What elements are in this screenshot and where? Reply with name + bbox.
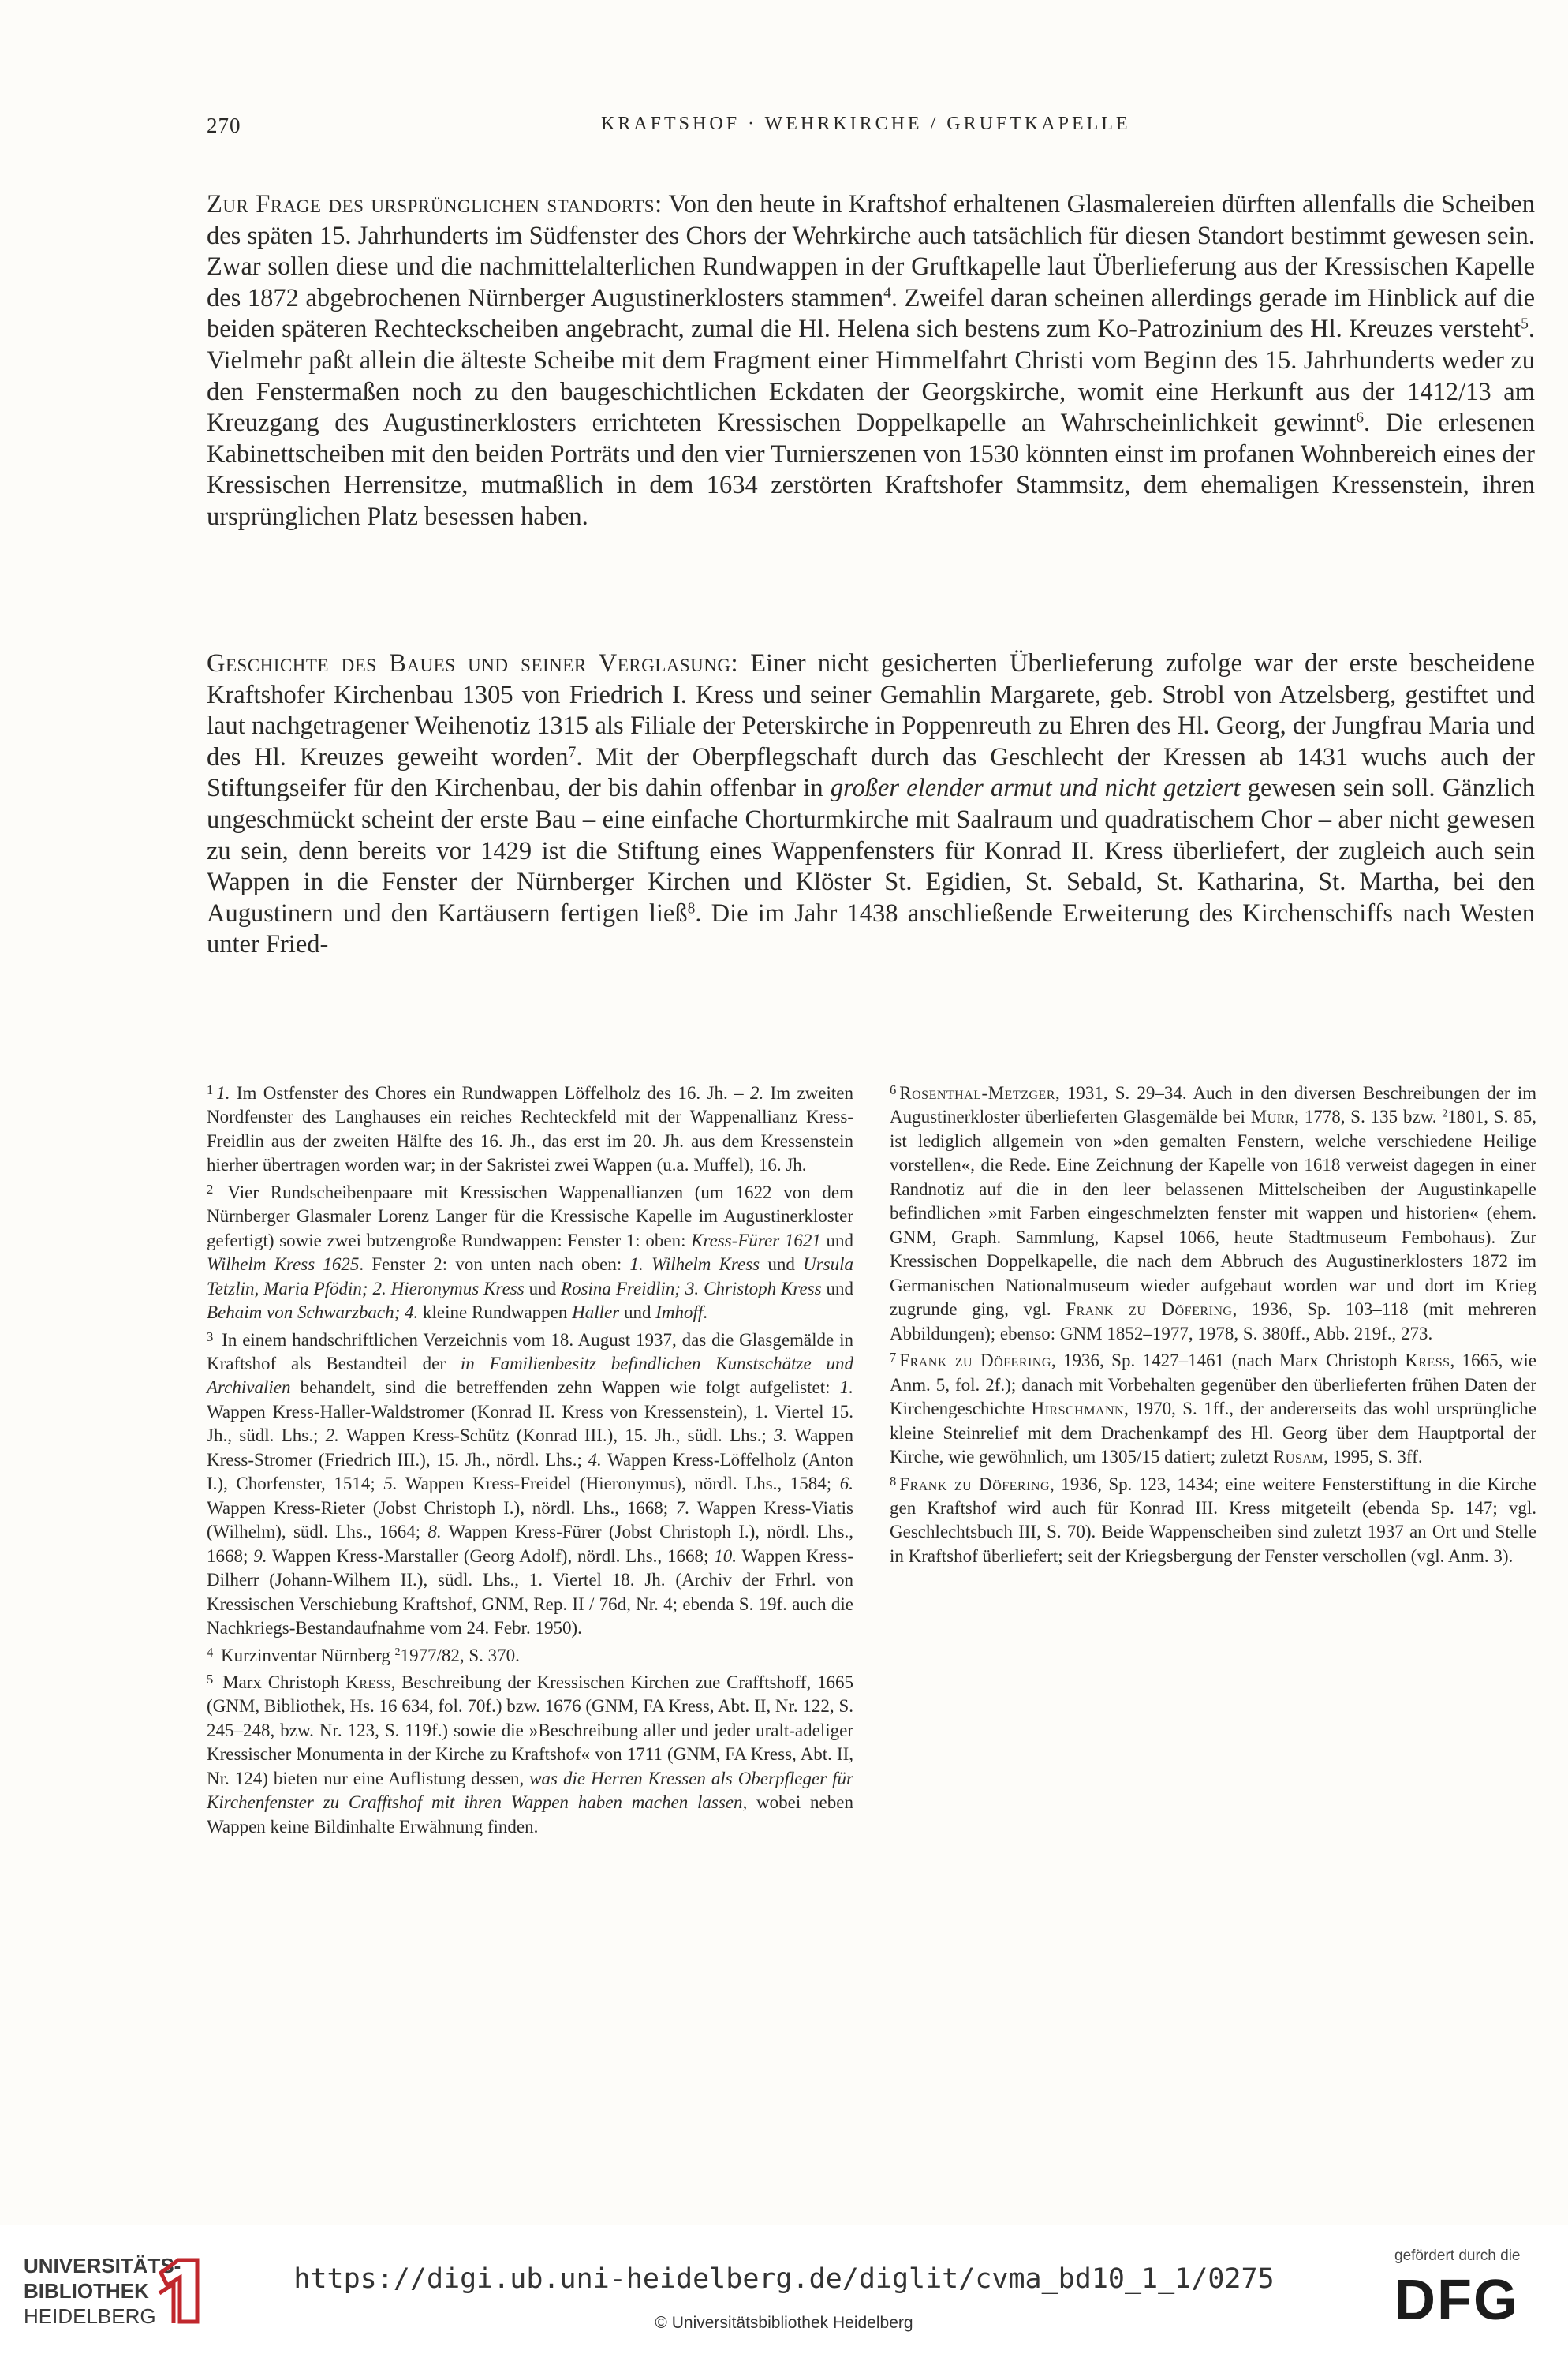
funded-by-label: gefördert durch die bbox=[1394, 2248, 1521, 2264]
body-paragraph-history: Geschichte des Baues und seiner Verglasung: Einer nicht gesicherten Überlieferung zufolge war der erste bescheidene Kraftshofer Kirchenbau 1305 von Friedrich I. Kress und seiner Gemahlin Margarete, geb. Strobl von Atzelsberg, gestiftet und laut nachgetragener Weihenotiz 1315 als Filiale der Peterskirche in Poppenreuth zu Ehren des Hl. Georg, der Jungfrau Maria und des Hl. Kreuzes geweiht worden$^7$. Mit der Oberpflegschaft durch das Geschlecht der Kressen ab 1431 wuchs auch der Stiftungseifer für den Kirchenbau, der bis dahin offenbar in großer elender armut und nicht getziert gewesen sein soll. Gänzlich ungeschmückt scheint der erste Bau – eine einfache Chorturmkirche mit Saalraum und quadratischem Chor – aber nicht gewesen zu sein, denn bereits vor 1429 ist die Stiftung eines Wappenfensters für Konrad II. Kress überliefert, der zugleich auch sein Wappen in die Fenster der Nürnberger Kirchen und Klöster St. Egidien, St. Sebald, St. Katharina, St. Martha, bei den Augustinern und den Kartäusern fertigen ließ$^8$. Die im Jahr 1438 anschließende Erweiterung des Kirchenschiffs nach Westen unter Fried- bbox=[207, 649, 1536, 959]
footnote-ref-5[interactable]: 5 bbox=[1521, 316, 1529, 333]
footnote-6: $^6$ Rosenthal-Metzger, 1931, S. 29–34. Auch in den diversen Beschreibungen der im Augustinerkloster überlieferten Glasgemälde bei Murr, 1778, S. 135 bzw. $^2$1801, S. 85, ist lediglich allgemein von »den gemalten Fenstern, welche verschiedene Heilige vorstellen«, die Rede. Eine Zeichnung der Kapelle von 1618 verweist dagegen in einer Randnotiz auf die in den leer belassenen Mittelscheiben der Augustinkapelle befindlichen »mit Farben eingeschmelzten fenster mit wappen und historien« (ehem. GNM, Graph. Sammlung, Kapsel 1066, heute Stadtmuseum Fembohaus). Zur Kressischen Doppelkapelle, die nach dem Abbruch des Augustinerklosters 1872 im Germanischen Nationalmuseum wieder aufgebaut worden war und dort im Krieg zugrunde ging, vgl. Frank zu Döfering, 1936, Sp. 103–118 (mit mehreren Abbildungen); ebenso: GNM 1852–1977, 1978, S. 380ff., Abb. 219f., 273. bbox=[890, 1082, 1537, 1343]
section-heading-history: Geschichte des Baues und seiner Verglasung: bbox=[207, 649, 739, 678]
footnote-1: $^1$ 1. Im Ostfenster des Chores ein Rundwappen Löffelholz des 16. Jh. – 2. Im zweiten Nordfenster des Langhauses ein reiches Rechteckfeld mit der Wappenallianz Kress-Freidlin aus der zweiten Hälfte des 16. Jh., das erst im 20. Jh. aus dem Kressenstein hierher übertragen worden war; in der Sakristei zwei Wappen (u.a. Muffel), 16. Jh. bbox=[207, 1082, 853, 1175]
dfg-logo[interactable]: DFG bbox=[1394, 2269, 1519, 2332]
footnotes-left-column bbox=[207, 1078, 853, 1839]
viewer-footer bbox=[0, 2225, 1568, 2354]
footnote-4: $^4$ Kurzinventar Nürnberg $^2$1977/82, S. 370. bbox=[207, 1644, 520, 1665]
footnote-5: $^5$ Marx Christoph Kress, Beschreibung der Kressischen Kirchen zue Crafftshoff, 1665 (GNM, Bibliothek, Hs. 16 634, fol. 70f.) bzw. 1676 (GNM, FA Kress, Abt. II, Nr. 122, S. 245–248, bzw. Nr. 123, S. 119f.) sowie die »Beschreibung aller und jeder uralt-adeliger Kressischer Monumenta in der Kirche zu Kraftshof« von 1711 (GNM, FA Kress, Abt. II, Nr. 124) bieten nur eine Auflistung dessen, was die Herren Kressen als Oberpfleger für Kirchenfenster zu Crafftshof mit ihren Wappen haben machen lassen, wobei neben Wappen keine Bildinhalte Erwähnung finden. bbox=[207, 1672, 853, 1836]
quoted-source-text: großer elender armut und nicht getziert bbox=[830, 774, 1241, 803]
permalink-url[interactable]: https://digi.ub.uni-heidelberg.de/diglit/cvma_bd10_1_1/0275 bbox=[293, 2263, 1275, 2295]
section-heading-origin: Zur Frage des ursprünglichen standorts: bbox=[207, 190, 663, 219]
body-paragraph-origin: Zur Frage des ursprünglichen standorts: Von den heute in Kraftshof erhaltenen Glasmalereien dürften allenfalls die Scheiben des späten 15. Jahrhunderts im Südfenster des Chors der Wehrkirche auch tatsächlich für diesen Standort bestimmt gewesen sein. Zwar sollen diese und die nachmittelalterlichen Rundwappen in der Gruftkapelle laut Überlieferung aus der Kressischen Kapelle des 1872 abgebrochenen Nürnberger Augustinerklosters stammen$^4$. Zweifel daran scheinen allerdings gerade im Hinblick auf die beiden späteren Rechteckscheiben angebracht, zumal die Hl. Helena sich bestens zum Ko-Patrozinium des Hl. Kreuzes versteht$^5$. Vielmehr paßt allein die älteste Scheibe mit dem Fragment einer Himmelfahrt Christi vom Beginn des 15. Jahrhunderts weder zu den Fenstermaßen noch zu den baugeschichtlichen Eckdaten der Georgskirche, womit eine Herkunft aus der 1412/13 am Kreuzgang des Augustinerklosters errichteten Kressischen Doppelkapelle an Wahrscheinlichkeit gewinnt$^6$. Die erlesenen Kabinettscheiben mit den beiden Porträts und den vier Turnierszenen von 1530 könnten einst im profanen Wohnbereich eines der Kressischen Herrensitze, mutmaßlich in dem 1634 zerstörten Kraftshofer Stammsitz, dem ehemaligen Kressenstein, ihren ursprünglichen Platz besessen haben. bbox=[207, 190, 1536, 531]
copyright-notice: © Universitätsbibliothek Heidelberg bbox=[655, 2314, 913, 2332]
footnote-8: $^8$ Frank zu Döfering, 1936, Sp. 123, 1434; eine weitere Fensterstiftung in die Kirche gen Kraftshof wird auch für Konrad III. Kress mitgeteilt (ebenda Sp. 147; vgl. Geschlechtsbuch III, S. 70). Beide Wappenscheiben sind zuletzt 1937 an Ort und Stelle in Kraftshof überliefert; seit der Kriegsbergung der Fenster verschollen (vgl. Anm. 3). bbox=[890, 1473, 1537, 1566]
footnote-ref-7[interactable]: 7 bbox=[568, 744, 577, 761]
running-title: KRAFTSHOF · WEHRKIRCHE / GRUFTKAPELLE bbox=[601, 114, 1131, 134]
footnote-ref-6[interactable]: 6 bbox=[1356, 409, 1364, 427]
footnotes-right-column bbox=[890, 1078, 1536, 1568]
library-logo-text[interactable]: UNIVERSITÄTS- BIBLIOTHEK HEIDELBERG bbox=[24, 2254, 181, 2328]
footnote-7: $^7$ Frank zu Döfering, 1936, Sp. 1427–1461 (nach Marx Christoph Kress, 1665, wie Anm. 5, fol. 2f.); danach mit Vorbehalten gegenüber den überlieferten frühen Daten der Kirchengeschichte Hirschmann, 1970, S. 1ff., der andererseits das wohl ursprüngliche kleine Steinrelief mit dem Drachenkampf des Hl. Georg über dem Hauptportal der Kirche, wie gewöhnlich, um 1305/15 datiert; zuletzt Rusam, 1995, S. 3ff. bbox=[890, 1350, 1536, 1467]
footnote-ref-4[interactable]: 4 bbox=[883, 285, 891, 302]
footnote-2: $^2$ Vier Rundscheibenpaare mit Kressischen Wappenallianzen (um 1622 von dem Nürnberger Glasmaler Lorenz Langer für die Kressische Kapelle im Augustinerkloster gefertigt) sowie zwei butzengroße Rundwappen: Fenster 1: oben: Kress-Fürer 1621 und Wilhelm Kress 1625. Fenster 2: von unten nach oben: 1. Wilhelm Kress und Ursula Tetzlin, Maria Pfödin; 2. Hieronymus Kress und Rosina Freidlin; 3. Christoph Kress und Behaim von Schwarzbach; 4. kleine Rundwappen Haller und Imhoff. bbox=[207, 1181, 854, 1323]
page-number: 270 bbox=[207, 114, 241, 137]
footnote-ref-8[interactable]: 8 bbox=[687, 900, 696, 917]
footnote-3: $^3$ In einem handschriftlichen Verzeichnis vom 18. August 1937, das die Glasgemälde in Kraftshof als Bestandteil der in Familienbesitz befindlichen Kunstschätze und Archivalien behandelt, sind die betreffenden zehn Wappen wie folgt aufgelistet: 1. Wappen Kress-Haller-Waldstromer (Konrad II. Kress von Kressenstein), 1. Viertel 15. Jh., südl. Lhs.; 2. Wappen Kress-Schütz (Konrad III.), 15. Jh., südl. Lhs.; 3. Wappen Kress-Stromer (Friedrich III.), 15. Jh., nördl. Lhs.; 4. Wappen Kress-Löffelholz (Anton I.), Chorfenster, 1514; 5. Wappen Kress-Freidel (Hieronymus), nördl. Lhs., 1584; 6. Wappen Kress-Rieter (Jobst Christoph I.), nördl. Lhs., 1668; 7. Wappen Kress-Viatis (Wilhelm), südl. Lhs., 1664; 8. Wappen Kress-Fürer (Jobst Christoph I.), nördl. Lhs., 1668; 9. Wappen Kress-Marstaller (Georg Adolf), nördl. Lhs., 1668; 10. Wappen Kress-Dilherr (Johann-Wilhem II.), südl. Lhs., 1. Viertel 18. Jh. (Archiv der Frhrl. von Kressischen Verschiebung Kraftshof, GNM, Rep. II / 76d, Nr. 4; ebenda S. 19f. auch die Nachkriegs-Bestandaufnahme vom 24. Febr. 1950). bbox=[207, 1328, 854, 1638]
